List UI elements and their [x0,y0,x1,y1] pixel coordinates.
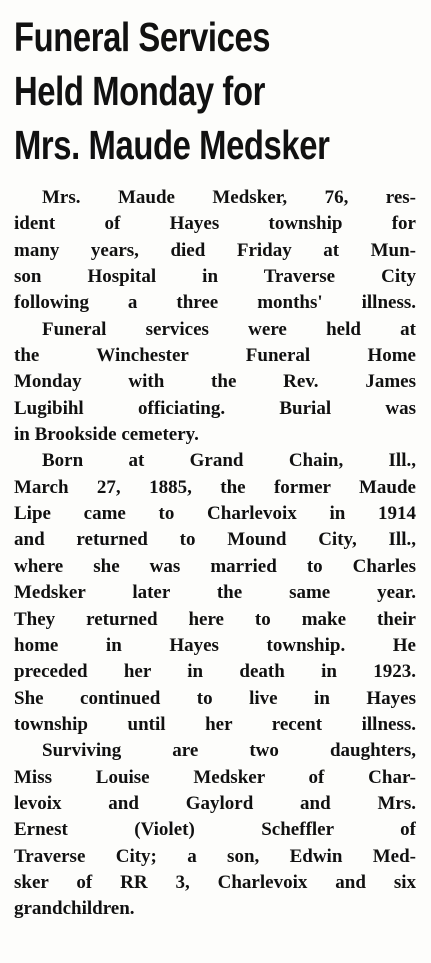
text-line: Mrs. Maude Medsker, 76, res- [42,187,416,208]
headline-line: Held Monday for [14,68,265,114]
paragraph-funeral-services [14,317,416,449]
text-line: They returned here to make their [14,608,416,630]
text-line: home in Hayes township. He [14,634,416,656]
text-line: Traverse City; a son, Edwin Med- [14,845,416,867]
text-line: levoix and Gaylord and Mrs. [14,792,416,814]
paragraph-survivors [14,738,416,922]
text-line: in Brookside cemetery. [14,424,199,446]
text-line: following a three months' illness. [14,292,416,314]
text-line: sker of RR 3, Charlevoix and six [14,871,416,893]
text-line: grandchildren. [14,898,135,920]
text-line: son Hospital in Traverse City [14,266,416,288]
text-line: Medsker later the same year. [14,582,416,604]
text-line: Ernest (Violet) Scheffler of [14,819,416,841]
text-line: ident of Hayes township for [14,213,416,235]
text-line: Miss Louise Medsker of Char- [14,766,416,788]
text-line: Lugibihl officiating. Burial was [14,397,416,419]
headline-line: Mrs. Maude Medsker [14,122,330,168]
text-line: Lipe came to Charlevoix in 1914 [14,503,416,525]
headline-line: Funeral Services [14,14,271,60]
paragraph-biography [14,448,416,738]
text-line: township until her recent illness. [14,713,416,735]
text-line: where she was married to Charles [14,555,416,577]
headline [14,10,342,172]
text-line: March 27, 1885, the former Maude [14,476,416,498]
article-body [14,185,416,923]
text-line: Born at Grand Chain, Ill., [42,450,416,472]
text-line: Funeral services were held at [42,318,416,340]
text-line: many years, died Friday at Mun- [14,239,416,261]
text-line: Monday with the Rev. James [14,371,416,393]
text-line: She continued to live in Hayes [14,687,416,709]
text-line: the Winchester Funeral Home [14,345,416,367]
text-line: and returned to Mound City, Ill., [14,529,416,551]
text-line: Surviving are two daughters, [42,740,416,762]
text-line: preceded her in death in 1923. [14,661,416,683]
paragraph-death-notice [14,185,416,317]
